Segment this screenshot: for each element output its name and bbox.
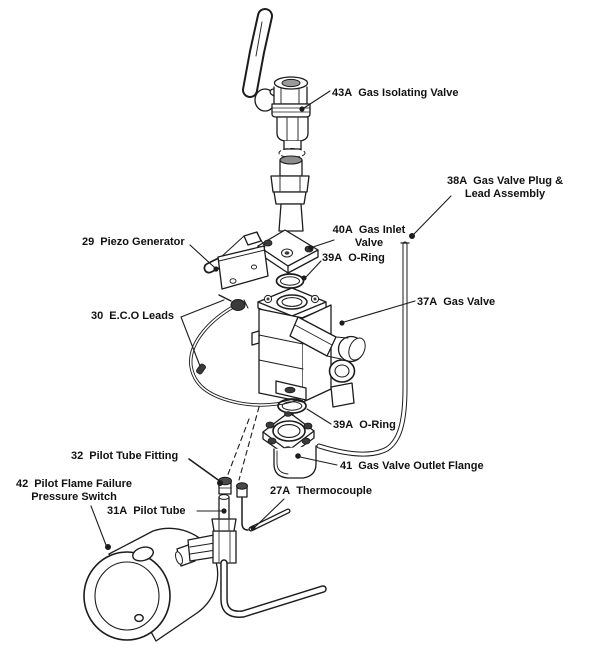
pilot-tube-part	[224, 563, 323, 614]
part-number: 32	[71, 450, 84, 462]
part-number: 40A	[332, 224, 353, 236]
mount-tab	[244, 232, 261, 245]
label-30-eco-leads	[91, 310, 174, 323]
tube-nut	[212, 519, 236, 531]
part-name: E.C.O Leads	[109, 310, 175, 322]
part-name-line2: Pressure Switch	[31, 491, 117, 503]
drum-front-hole	[135, 615, 143, 622]
label-43a-gas-isolating-valve	[332, 87, 458, 100]
part-number: 38A	[446, 175, 468, 187]
part-name: Pilot Tube	[133, 505, 186, 517]
part-name: Gas Inlet	[358, 224, 406, 236]
part-number: 31A	[107, 505, 128, 517]
part-number: 39A	[333, 419, 354, 431]
label-37a-gas-valve	[417, 296, 495, 309]
thermocouple-part	[242, 498, 288, 530]
part-number: 41	[340, 460, 353, 472]
label-27a-thermocouple	[270, 485, 372, 498]
inlet-nut-lower	[274, 192, 306, 204]
part-number: 29	[82, 236, 95, 248]
part-name: Gas Valve Plug &	[473, 175, 564, 187]
thermocouple-nut	[237, 483, 248, 497]
part-name-line2: Lead Assembly	[464, 188, 546, 200]
part-name: Pilot Flame Failure	[34, 478, 133, 490]
gas-isolating-valve-part	[250, 16, 310, 158]
part-number: 39A	[322, 252, 343, 264]
part-name: Gas Valve Outlet Flange	[358, 460, 484, 472]
part-name-line2: Valve	[354, 237, 384, 249]
label-38a-gas-valve-plug-lead-assembly	[442, 175, 568, 201]
plate-hole	[230, 279, 236, 284]
inlet-nut-upper	[271, 176, 309, 192]
outlet-bracket	[274, 446, 316, 478]
label-39a-o-ring-upper	[322, 252, 385, 265]
label-42-pilot-flame-failure-pressure-switch	[6, 478, 142, 504]
label-32-pilot-tube-fitting	[71, 450, 178, 463]
part-name: Gas Isolating Valve	[358, 87, 459, 99]
part-name: O-Ring	[359, 419, 396, 431]
gas-valve-body-part	[252, 288, 368, 407]
valve-lever	[250, 16, 265, 90]
dashed-guides	[227, 407, 259, 480]
label-31a-pilot-tube	[107, 505, 186, 518]
part-number: 37A	[417, 296, 438, 308]
label-41-gas-valve-outlet-flange	[340, 460, 484, 473]
outlet-flange-part	[263, 412, 316, 478]
part-name: O-Ring	[348, 252, 385, 264]
part-number: 42	[15, 478, 29, 490]
tee-body	[213, 531, 236, 563]
lead-connector-bead	[196, 363, 207, 375]
gas-inlet-valve-part	[258, 156, 318, 273]
eco-terminal-screw	[219, 295, 248, 311]
part-name: Piezo Generator	[100, 236, 185, 248]
label-40a-gas-inlet-valve	[330, 224, 408, 250]
side-tab	[252, 331, 259, 345]
inlet-neck	[279, 204, 303, 231]
part-name: Pilot Tube Fitting	[89, 450, 179, 462]
flange-bolt	[264, 240, 272, 246]
part-number: 43A	[332, 87, 353, 99]
lower-block	[331, 383, 354, 407]
piezo-generator-part	[209, 232, 268, 289]
label-29-piezo-generator	[82, 236, 185, 249]
inlet-cap-top	[280, 156, 302, 164]
plate-hole	[251, 265, 256, 269]
pilot-tube-upper	[219, 497, 229, 519]
valve-ring-band	[272, 104, 310, 117]
part-name: Gas Valve	[443, 296, 496, 308]
valve-bottom-stub	[284, 141, 301, 149]
part-number: 27A	[270, 485, 291, 497]
valve-lower-hex	[277, 117, 308, 141]
hex-arm	[188, 535, 216, 561]
part-name: Thermocouple	[296, 485, 372, 497]
label-39a-o-ring-lower	[333, 419, 396, 432]
part-number: 30	[91, 310, 104, 322]
